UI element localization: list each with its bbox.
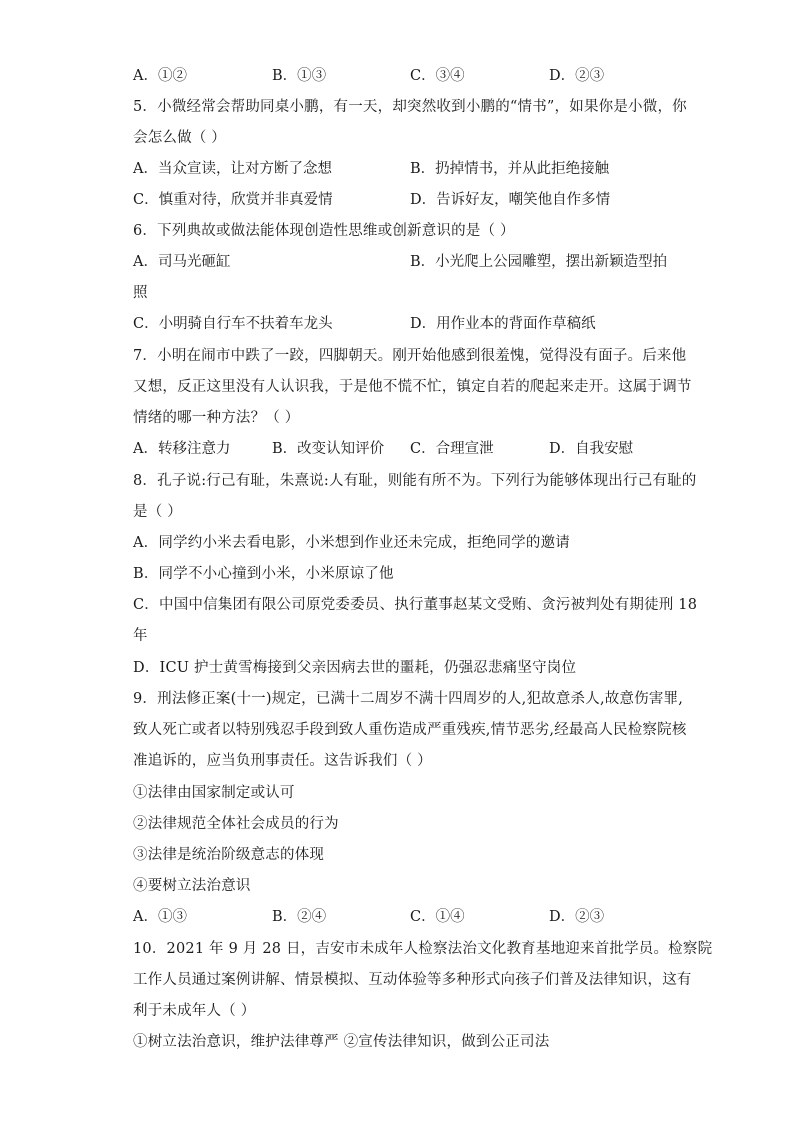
q6-option-d: D．用作业本的背面作草稿纸: [410, 316, 596, 332]
q8-option-b: B．同学不小心撞到小米，小米原谅了他: [133, 566, 394, 582]
q5-option-d: D．告诉好友，嘲笑他自作多情: [410, 192, 611, 208]
q5-stem-line2: 会怎么做（ ）: [133, 130, 227, 146]
q8-stem-line1: 8．孔子说:行己有耻，朱熹说:人有耻，则能有所不为。下列行为能够体现出行己有耻的: [133, 473, 697, 489]
q8-option-d: D．ICU 护士黄雪梅接到父亲因病去世的噩耗，仍强忍悲痛坚守岗位: [133, 660, 577, 676]
q9-option-b: B．②④: [272, 909, 327, 925]
q8-stem-line2: 是（ ）: [133, 504, 182, 520]
q9-item-3: ③法律是统治阶级意志的体现: [133, 847, 325, 863]
q9-item-2: ②法律规范全体社会成员的行为: [133, 816, 339, 832]
q9-stem-line3: 准追诉的，应当负刑事责任。这告诉我们（ ）: [133, 753, 432, 769]
q10-stem-line1: 10．2021 年 9 月 28 日，吉安市未成年人检察法治文化教育基地迎来首批学员。检察院: [133, 941, 713, 957]
q8-option-c-line2: 年: [133, 628, 148, 644]
q8-option-c-line1: C．中国中信集团有限公司原党委委员、执行董事赵某文受贿、贪污被判处有期徒刑 18: [133, 597, 698, 613]
q10-stem-line3: 利于未成年人（ ）: [133, 1003, 256, 1019]
q7-option-a: A．转移注意力: [133, 441, 231, 457]
q6-option-b-line2: 照: [133, 285, 148, 301]
q7-option-b: B．改变认知评价: [272, 441, 385, 457]
q6-stem: 6．下列典故或做法能体现创造性思维或创新意识的是（ ）: [133, 223, 515, 239]
q4-option-b: B．①③: [272, 68, 327, 84]
q4-option-d: D．②③: [549, 68, 605, 84]
q9-item-1: ①法律由国家制定或认可: [133, 785, 295, 801]
q9-option-a: A．①③: [133, 909, 187, 925]
q9-item-4: ④要树立法治意识: [133, 878, 251, 894]
q10-items-line1: ①树立法治意识，维护法律尊严 ②宣传法律知识，做到公正司法: [133, 1034, 550, 1050]
q7-stem-line3: 情绪的哪一种方法？（ ）: [133, 410, 300, 426]
q7-stem-line2: 又想，反正这里没有人认识我，于是他不慌不忙，镇定自若的爬起来走开。这属于调节: [133, 379, 692, 395]
q8-option-a: A．同学约小米去看电影，小米想到作业还未完成，拒绝同学的邀请: [133, 535, 570, 551]
q7-option-d: D．自我安慰: [549, 441, 634, 457]
q7-option-c: C．合理宣泄: [410, 441, 494, 457]
q5-stem-line1: 5．小微经常会帮助同桌小鹏，有一天，却突然收到小鹏的“情书”，如果你是小微，你: [133, 99, 687, 115]
q9-stem-line2: 致人死亡或者以特别残忍手段到致人重伤造成严重残疾,情节恶劣,经最高人民检察院核: [133, 722, 687, 738]
q10-stem-line2: 工作人员通过案例讲解、情景模拟、互动体验等多种形式向孩子们普及法律知识，这有: [133, 972, 692, 988]
q9-stem-line1: 9．刑法修正案(十一)规定，已满十二周岁不满十四周岁的人,犯故意杀人,故意伤害罪,: [133, 691, 684, 707]
q9-option-d: D．②③: [549, 909, 605, 925]
q6-option-b-line1: B．小光爬上公园雕塑，摆出新颖造型拍: [410, 254, 668, 270]
q6-option-c: C．小明骑自行车不扶着车龙头: [133, 316, 333, 332]
q4-option-a: A．①②: [133, 68, 187, 84]
q5-option-c: C．慎重对待，欣赏并非真爱情: [133, 192, 333, 208]
q7-stem-line1: 7．小明在闹市中跌了一跤，四脚朝天。刚开始他感到很羞愧，觉得没有面子。后来他: [133, 348, 687, 364]
q5-option-a: A．当众宣读，让对方断了念想: [133, 161, 332, 177]
q5-option-b: B．扔掉情书，并从此拒绝接触: [410, 161, 610, 177]
q6-option-a: A．司马光砸缸: [133, 254, 231, 270]
q9-option-c: C．①④: [410, 909, 465, 925]
q4-option-c: C．③④: [410, 68, 465, 84]
